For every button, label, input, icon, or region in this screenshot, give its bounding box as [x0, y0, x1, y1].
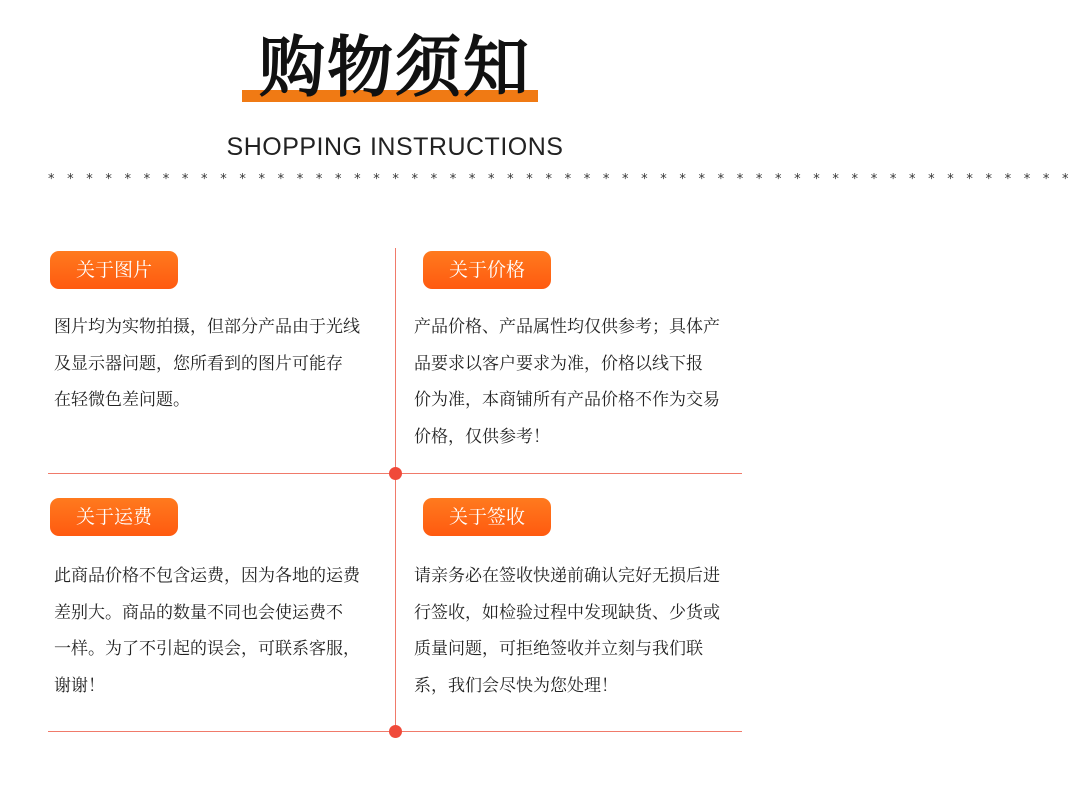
vertical-divider: [395, 248, 396, 732]
text-line: 价为准，本商铺所有产品价格不作为交易: [414, 390, 720, 410]
star-divider: * * * * * * * * * * * * * * * * * * * * * * * * * * * * * * * * * * * * * * * * * * * * * * * * * * * * * *: [48, 172, 1073, 187]
section-text-pictures: [54, 309, 386, 419]
text-line: 行签收，如检验过程中发现缺货、少货或: [414, 602, 720, 623]
section-tag-price: 关于价格: [423, 251, 551, 289]
text-line: 请亲务必在签收快递前确认完好无损后进: [414, 566, 720, 586]
text-line: 在轻微色差问题。: [54, 390, 190, 410]
divider-node-bottom: [389, 725, 402, 738]
text-line: 谢谢！: [54, 675, 105, 696]
title-block: [0, 28, 790, 108]
text-line: 品要求以客户要求为准，价格以线下报: [414, 353, 703, 374]
page-subtitle: SHOPPING INSTRUCTIONS: [226, 133, 564, 161]
section-text-shipping: [54, 558, 386, 704]
text-line: 此商品价格不包含运费，因为各地的运费: [54, 566, 360, 586]
text-line: 价格，仅供参考！: [414, 426, 550, 447]
section-tag-receipt: 关于签收: [423, 498, 551, 536]
text-line: 产品价格、产品属性均仅供参考；具体产: [414, 317, 720, 337]
section-text-receipt: [414, 558, 746, 704]
text-line: 系，我们会尽快为您处理！: [414, 675, 618, 696]
text-line: 一样。为了不引起的误会，可联系客服，: [54, 639, 360, 659]
text-line: 质量问题，可拒绝签收并立刻与我们联: [414, 639, 703, 659]
page-title: 购物须知: [259, 29, 531, 106]
section-tag-pictures: 关于图片: [50, 251, 178, 289]
text-line: 图片均为实物拍摄，但部分产品由于光线: [54, 317, 360, 337]
section-text-price: [414, 309, 746, 455]
text-line: 及显示器问题，您所看到的图片可能存: [54, 353, 343, 374]
divider-node-middle: [389, 467, 402, 480]
section-tag-shipping: 关于运费: [50, 498, 178, 536]
text-line: 差别大。商品的数量不同也会使运费不: [54, 602, 343, 623]
